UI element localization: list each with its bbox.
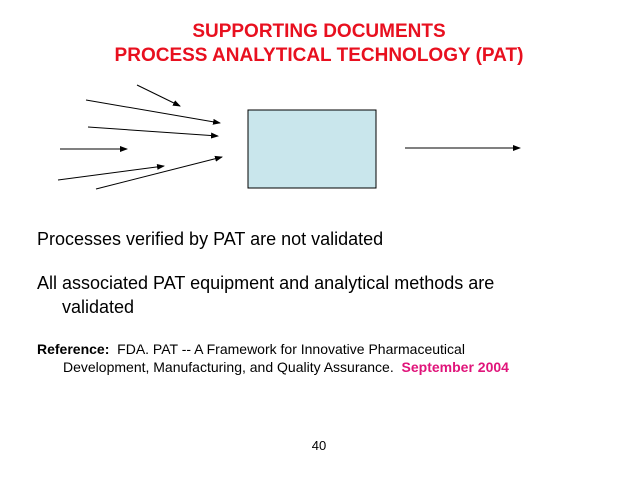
- input-arrow-6: [96, 157, 222, 189]
- reference-line-1: [37, 340, 465, 359]
- reference-line-2: [63, 358, 509, 377]
- statement-not-validated: Processes verified by PAT are not validated: [37, 229, 384, 249]
- input-arrow-2: [86, 100, 220, 123]
- slide-title-line-2: PROCESS ANALYTICAL TECHNOLOGY (PAT): [114, 45, 524, 66]
- slide-title-line-1: SUPPORTING DOCUMENTS: [192, 21, 446, 42]
- process-box: [248, 110, 376, 188]
- page-number: 40: [311, 438, 327, 453]
- reference-text-1: FDA. PAT -- A Framework for Innovative Pharmaceutical: [117, 341, 465, 357]
- reference-date: September 2004: [401, 359, 509, 375]
- input-arrow-1: [137, 85, 180, 106]
- reference-text-2: Development, Manufacturing, and Quality Assurance.: [63, 359, 394, 375]
- input-arrow-3: [88, 127, 218, 136]
- input-arrow-5: [58, 166, 164, 180]
- reference-label: Reference:: [37, 341, 110, 357]
- statement-validated-line-2: validated: [62, 297, 135, 317]
- statement-validated-line-1: All associated PAT equipment and analytical methods are: [37, 273, 495, 293]
